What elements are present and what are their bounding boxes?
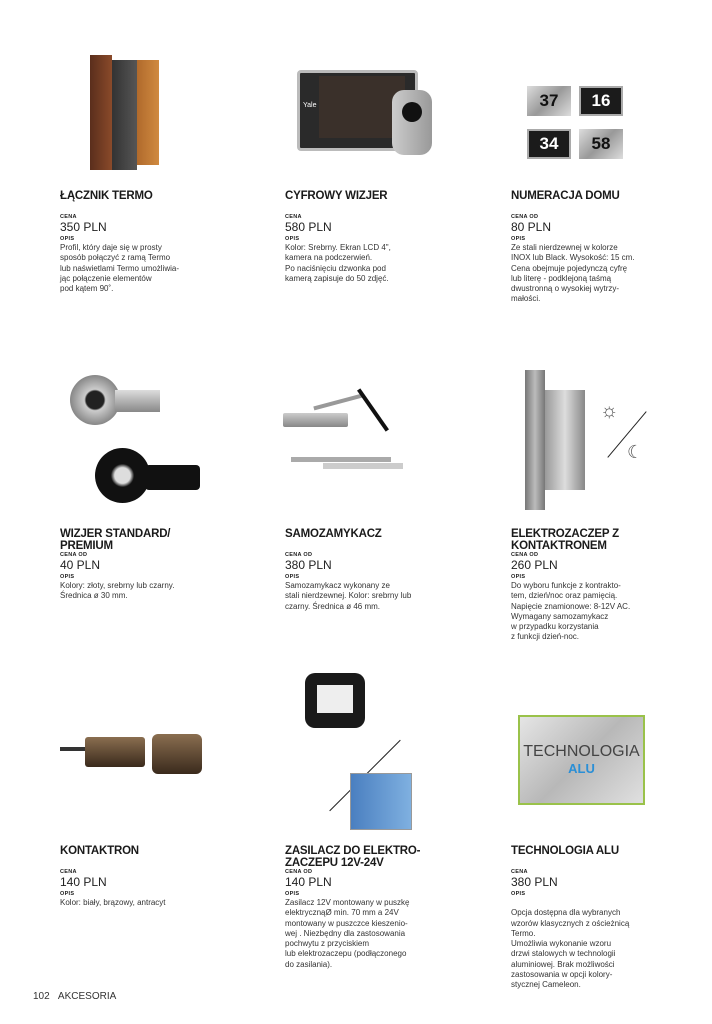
description-label: OPIS [511, 574, 526, 580]
price-label: CENA OD [511, 552, 539, 558]
product-title: ŁĄCZNIK TERMO [60, 190, 153, 202]
house-number-plate: 58 [579, 129, 623, 159]
product-numeracja-domu [511, 190, 681, 305]
product-description: Kolor: biały, brązowy, antracyt [60, 898, 166, 907]
product-description: Do wyboru funkcje z kontrakto- tem, dzień/noc oraz pamięcią. Napięcie znamionowe: 8-12V AC. Wymagany samozamykacz w przypadku korzystania z funkcji dzień-noc. [511, 581, 631, 642]
description-label: OPIS [285, 574, 300, 580]
zasilacz-image [295, 665, 445, 840]
product-description: Kolory: złoty, srebrny lub czarny. Średnica ø 30 mm. [60, 581, 175, 601]
product-description: Profil, który daje się w prosty sposób połączyć z ramą Termo lub naświetlami Termo umożliwia- jąc połączenie elementów pod kątem 90˚. [60, 243, 180, 294]
price-label: CENA [60, 869, 77, 875]
product-price: 580 PLN [285, 220, 332, 234]
product-price: 260 PLN [511, 558, 558, 572]
alu-plate-line1: TECHNOLOGIA [523, 743, 640, 760]
product-title: TECHNOLOGIA ALU [511, 845, 619, 857]
page-number: 102 [33, 991, 50, 1002]
numeracja-domu-image [527, 86, 627, 161]
laacznik-termo-image [80, 55, 170, 175]
product-price: 350 PLN [60, 220, 107, 234]
house-number-plate: 37 [527, 86, 571, 116]
price-label: CENA OD [285, 552, 313, 558]
price-label: CENA OD [285, 869, 313, 875]
price-label: CENA OD [60, 552, 88, 558]
product-price: 40 PLN [60, 558, 101, 572]
product-description: Ze stali nierdzewnej w kolorze INOX lub Black. Wysokość: 15 cm. Cena obejmuje pojedynczą cyfrę lub literę - podklejoną taśmą dwustronną o wysokiej wytrzy- małości. [511, 243, 635, 304]
product-kontaktron [60, 845, 230, 908]
sun-icon: ☼ [600, 400, 619, 422]
product-price: 140 PLN [60, 875, 107, 889]
product-title: ZASILACZ DO ELEKTRO- ZACZEPU 12V-24V [285, 845, 421, 869]
product-price: 380 PLN [511, 875, 558, 889]
page-footer [33, 991, 122, 1002]
product-price: 140 PLN [285, 875, 332, 889]
section-name: AKCESORIA [57, 991, 117, 1002]
price-label: CENA [511, 869, 528, 875]
description-label: OPIS [285, 891, 300, 897]
product-title: SAMOZAMYKACZ [285, 528, 382, 540]
brand-logo: Yale [303, 102, 317, 109]
elektrozaczep-image [525, 370, 655, 515]
description-label: OPIS [511, 891, 526, 897]
price-label: CENA [285, 214, 302, 220]
product-laacznik-termo [60, 190, 230, 294]
product-title: KONTAKTRON [60, 845, 139, 857]
house-number-plate: 34 [527, 129, 571, 159]
kontaktron-image [60, 732, 210, 777]
alu-plate-line2: ALU [568, 761, 595, 776]
price-label: CENA OD [511, 214, 539, 220]
wizjer-image [70, 370, 205, 510]
description-label: OPIS [511, 236, 526, 242]
product-title: ELEKTROZACZEP Z KONTAKTRONEM [511, 528, 619, 552]
product-title: WIZJER STANDARD/ PREMIUM [60, 528, 171, 552]
product-cyfrowy-wizjer [285, 190, 455, 284]
product-samozamykacz [285, 528, 455, 612]
product-title: NUMERACJA DOMU [511, 190, 620, 202]
house-number-plate: 16 [579, 86, 623, 116]
product-technologia-alu [511, 845, 681, 991]
samozamykacz-image [283, 385, 433, 475]
product-zasilacz [285, 845, 455, 970]
technologia-alu-image [518, 715, 645, 805]
moon-icon: ☾ [627, 442, 644, 462]
price-label: CENA [60, 214, 77, 220]
product-description: Kolor: Srebrny. Ekran LCD 4", kamera na podczerwień. Po naciśnięciu dzwonka pod kamerą zapisuje do 50 zdjęć. [285, 243, 391, 283]
description-label: OPIS [60, 891, 75, 897]
product-price: 80 PLN [511, 220, 552, 234]
product-description: Zasilacz 12V montowany w puszkę elektrycznąØ min. 70 mm a 24V montowany w puszczce kieszenio- wej . Niezbędny dla zastosowania pochwytu z przyciskiem lub elektrozaczepu (podłączonego do zasilania). [285, 898, 410, 969]
product-wizjer-standard-premium [60, 528, 230, 602]
product-price: 380 PLN [285, 558, 332, 572]
product-elektrozaczep [511, 528, 681, 643]
description-label: OPIS [285, 236, 300, 242]
product-description: Samozamykacz wykonany ze stali nierdzewnej. Kolor: srebrny lub czarny. Średnica ø 46 mm. [285, 581, 412, 611]
product-description: Opcja dostępna dla wybranych wzorów klasycznych z ościeżnicą Termo. Umożliwia wykonanie wzoru drzwi stalowych w technologii aluminiowej. Brak możliwości zastosowania w opcji kolory- stycznej Cameleon. [511, 908, 630, 990]
description-label: OPIS [60, 574, 75, 580]
product-title: CYFROWY WIZJER [285, 190, 388, 202]
description-label: OPIS [60, 236, 75, 242]
cyfrowy-wizjer-image [297, 70, 447, 160]
